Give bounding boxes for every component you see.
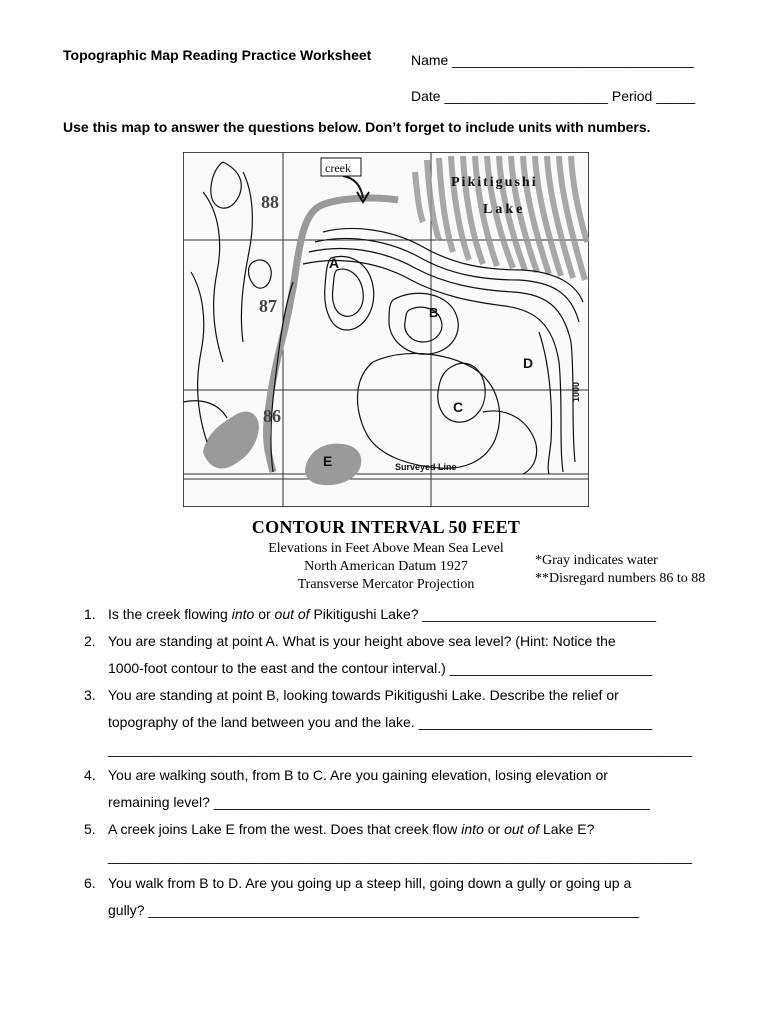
- point-b-label: B: [429, 305, 439, 320]
- note-gray-water: *Gray indicates water: [535, 553, 658, 568]
- answer-line[interactable]: ___________________________________________________________________________: [108, 741, 692, 757]
- worksheet-title: Topographic Map Reading Practice Worksheet: [63, 47, 372, 63]
- note-disregard-numbers: **Disregard numbers 86 to 88: [535, 571, 706, 586]
- question-number: 2.: [84, 633, 96, 649]
- lake-label-line1: Pikitigushi: [451, 175, 538, 190]
- point-e-label: E: [323, 453, 333, 469]
- question-number: 4.: [84, 767, 96, 783]
- question-text: You are standing at point A. What is your height above sea level? (Hint: Notice the: [108, 633, 616, 649]
- topographic-map: [183, 152, 589, 507]
- answer-line[interactable]: gully? _______________________________________________________________: [108, 902, 639, 918]
- name-field[interactable]: Name _______________________________: [411, 52, 694, 68]
- grid-number-86: 86: [263, 406, 281, 426]
- question-text: A creek joins Lake E from the west. Does that creek flow into or out of Lake E?: [108, 821, 595, 837]
- point-a-label: A: [329, 255, 340, 271]
- contour-1000-label: 1000: [571, 381, 581, 402]
- creek-label: creek: [325, 161, 351, 175]
- surveyed-line-label: Surveyed Line: [395, 462, 457, 472]
- lake-label-line2: Lake: [483, 202, 526, 217]
- date-period-field[interactable]: Date _____________________ Period _____: [411, 88, 696, 104]
- question-text: You are standing at point B, looking towards Pikitigushi Lake. Describe the relief or: [108, 687, 619, 703]
- point-d-label: D: [523, 355, 534, 371]
- question-number: 6.: [84, 875, 96, 891]
- answer-line[interactable]: topography of the land between you and the lake. ______________________________: [108, 714, 653, 730]
- caption-datum: North American Datum 1927: [304, 559, 468, 574]
- answer-line[interactable]: 1000-foot contour to the east and the contour interval.) __________________________: [108, 660, 653, 676]
- answer-line[interactable]: remaining level? ________________________________________________________: [108, 794, 650, 810]
- grid-number-88: 88: [261, 192, 279, 212]
- instructions: Use this map to answer the questions below. Don’t forget to include units with numbers.: [63, 119, 651, 135]
- contour-interval-heading: CONTOUR INTERVAL 50 FEET: [251, 517, 521, 537]
- question-text: You are walking south, from B to C. Are you gaining elevation, losing elevation or: [108, 767, 608, 783]
- point-c-label: C: [453, 399, 464, 415]
- caption-projection: Transverse Mercator Projection: [297, 577, 475, 592]
- question-number: 5.: [84, 821, 96, 837]
- grid-number-87: 87: [259, 296, 277, 316]
- question-text: You walk from B to D. Are you going up a steep hill, going down a gully or going up a: [108, 875, 632, 891]
- question-number: 1.: [84, 606, 96, 622]
- question-text[interactable]: Is the creek flowing into or out of Pikitigushi Lake? ______________________________: [108, 606, 657, 622]
- answer-line[interactable]: ___________________________________________________________________________: [108, 848, 692, 864]
- question-number: 3.: [84, 687, 96, 703]
- caption-elevations: Elevations in Feet Above Mean Sea Level: [268, 541, 504, 556]
